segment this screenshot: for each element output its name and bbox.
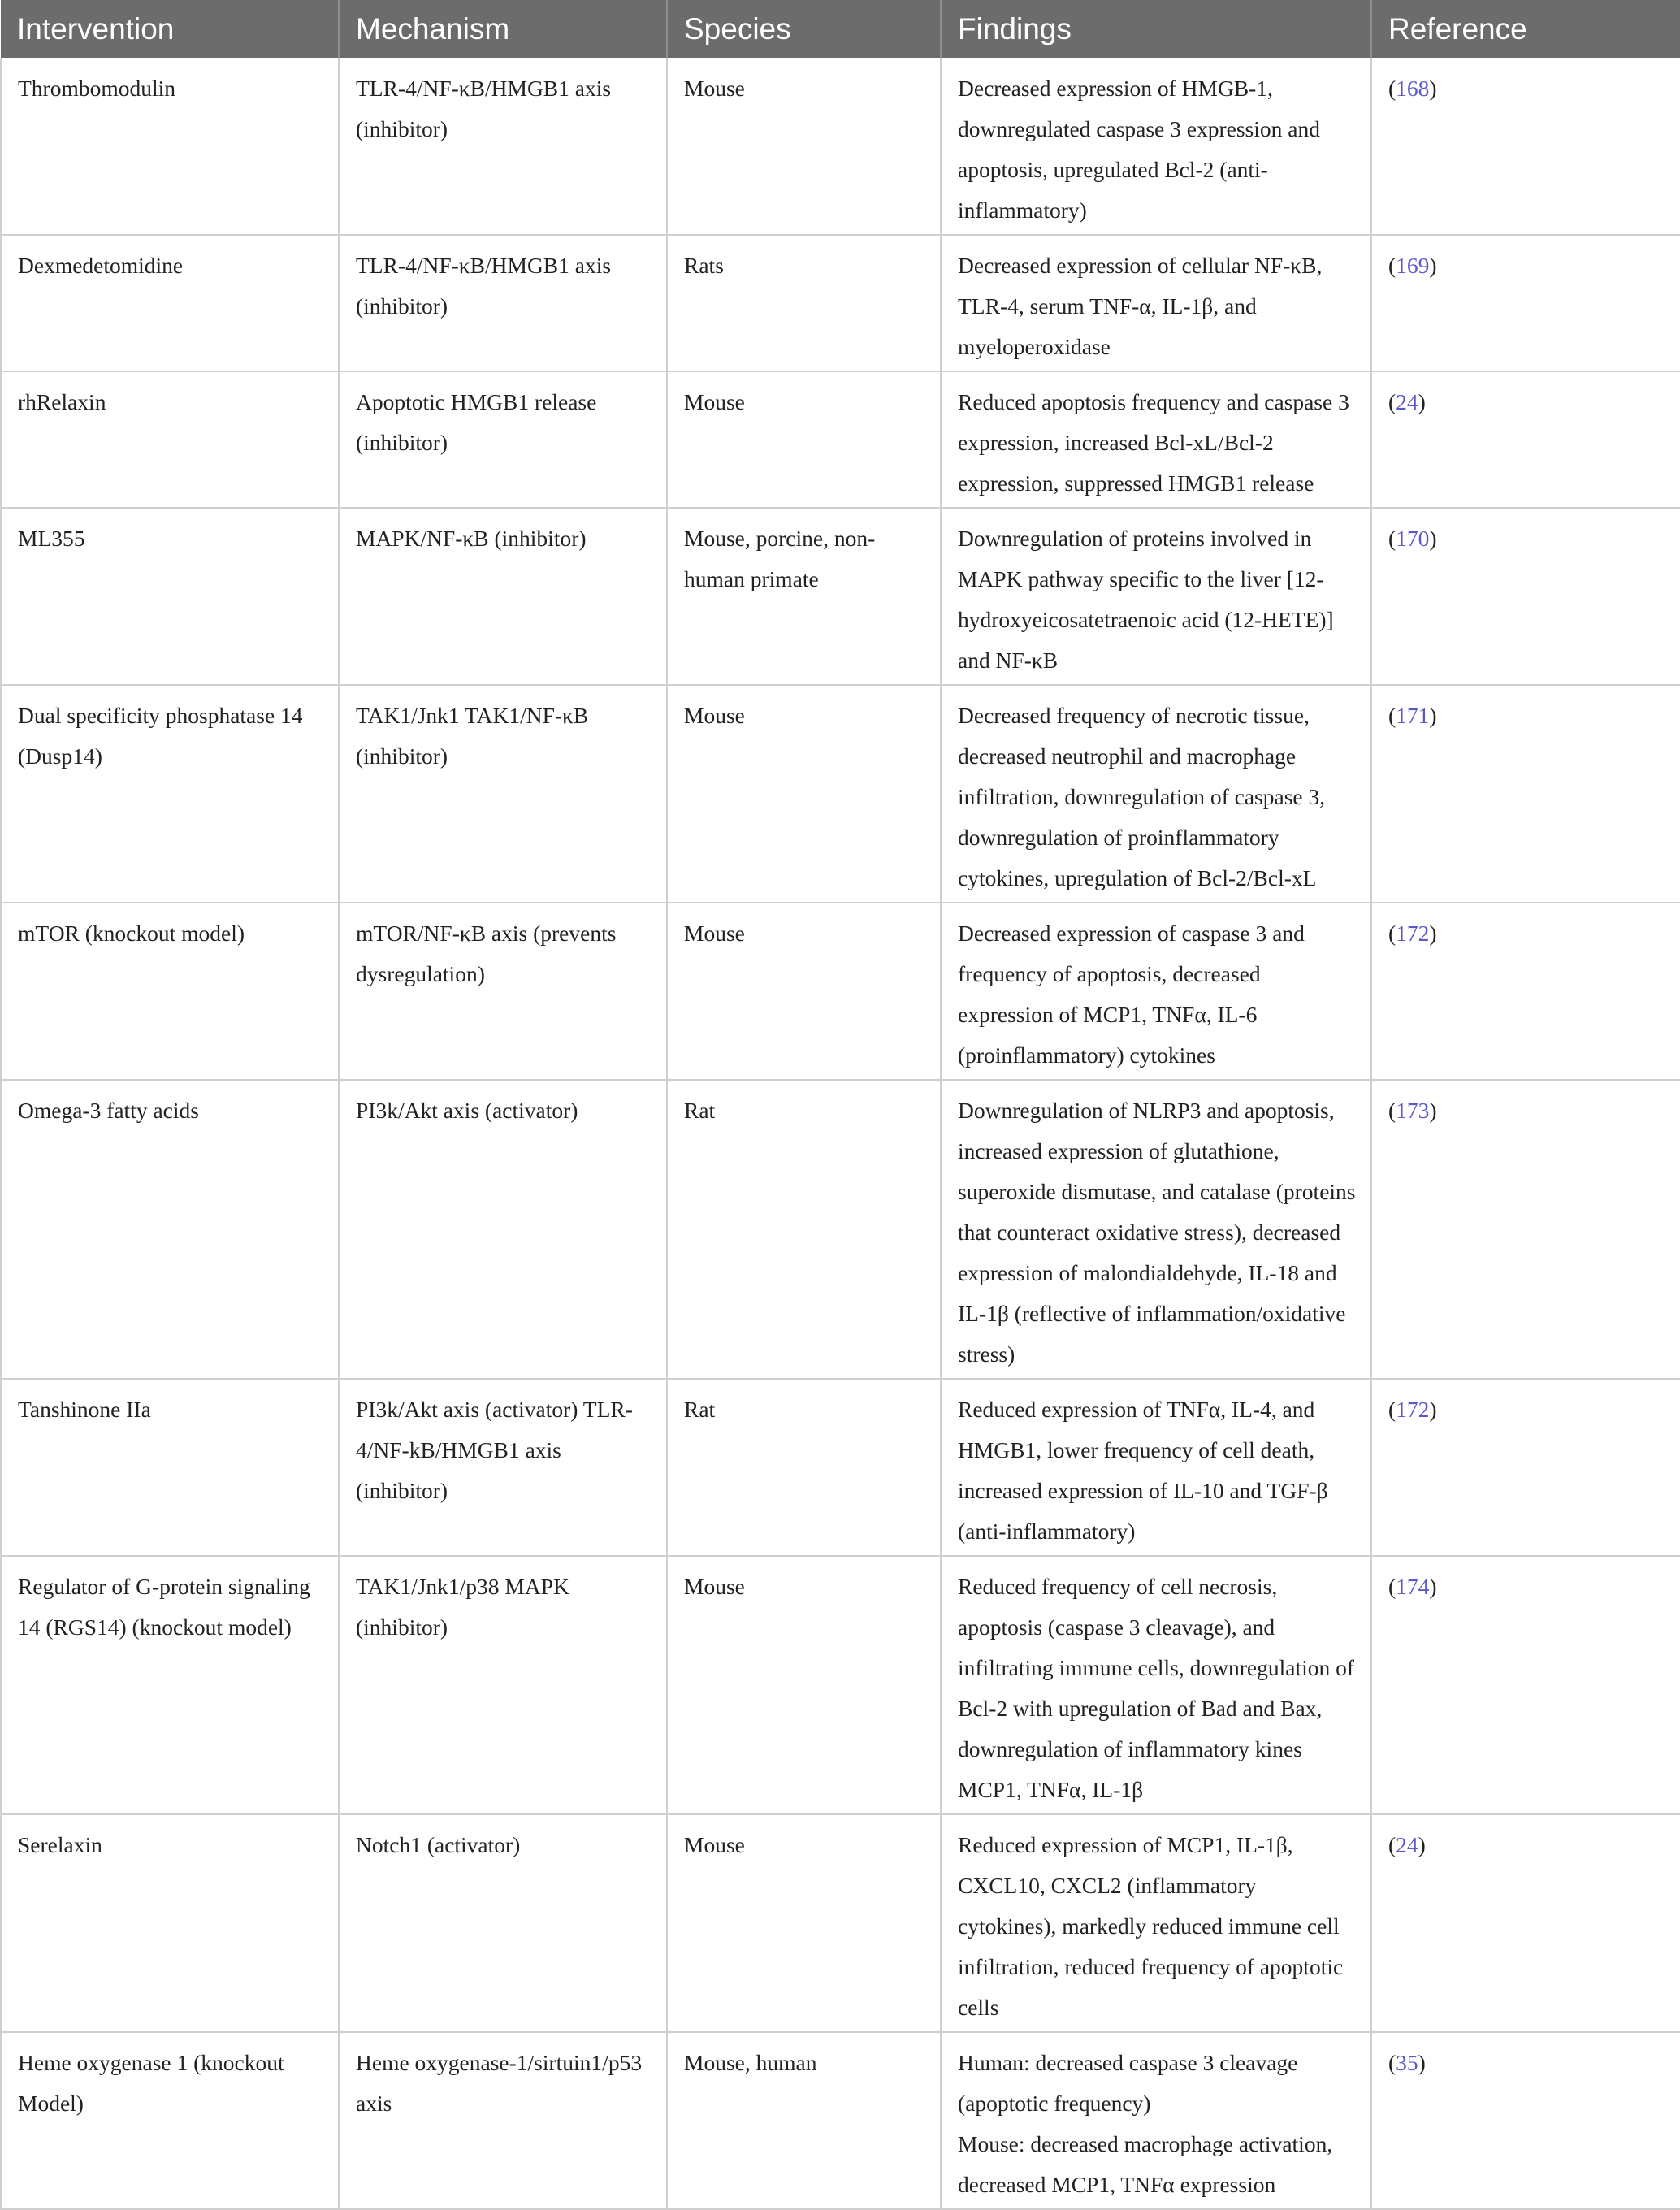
- cell-mechanism: TLR-4/NF-κB/HMGB1 axis (inhibitor): [339, 58, 667, 235]
- reference-link[interactable]: 173: [1396, 1098, 1430, 1123]
- cell-reference: (172): [1371, 1379, 1680, 1556]
- cell-reference: (170): [1371, 508, 1680, 685]
- cell-reference: (24): [1371, 1814, 1680, 2032]
- header-mechanism: Mechanism: [339, 0, 667, 58]
- cell-species: Mouse: [667, 371, 941, 508]
- table-row: [1, 508, 1680, 685]
- cell-intervention: Thrombomodulin: [1, 58, 339, 235]
- findings-line-mouse: Mouse: decreased macrophage activation, decreased MCP1, TNFα expression: [958, 2131, 1333, 2197]
- cell-reference: (173): [1371, 1080, 1680, 1379]
- table-header-row: [1, 0, 1680, 58]
- header-findings: Findings: [941, 0, 1371, 58]
- table-row: [1, 1080, 1680, 1379]
- cell-mechanism: TAK1/Jnk1 TAK1/NF-κB (inhibitor): [339, 685, 667, 903]
- cell-reference: (169): [1371, 235, 1680, 371]
- table-row: [1, 903, 1680, 1080]
- header-reference: Reference: [1371, 0, 1680, 58]
- cell-intervention: Tanshinone IIa: [1, 1379, 339, 1556]
- cell-findings: Decreased expression of cellular NF-κB, TLR-4, serum TNF-α, IL-1β, and myeloperoxidase: [941, 235, 1371, 371]
- cell-species: Mouse: [667, 685, 941, 903]
- header-species: Species: [667, 0, 941, 58]
- cell-mechanism: PI3k/Akt axis (activator) TLR-4/NF-kB/HMGB1 axis (inhibitor): [339, 1379, 667, 1556]
- cell-mechanism: Notch1 (activator): [339, 1814, 667, 2032]
- reference-link[interactable]: 174: [1396, 1574, 1430, 1599]
- table-row: [1, 685, 1680, 903]
- table-row: [1, 371, 1680, 508]
- cell-intervention: Omega-3 fatty acids: [1, 1080, 339, 1379]
- cell-mechanism: mTOR/NF-κB axis (prevents dysregulation): [339, 903, 667, 1080]
- reference-link[interactable]: 35: [1396, 2050, 1418, 2075]
- findings-line-human: Human: decreased caspase 3 cleavage (apoptotic frequency): [958, 2050, 1298, 2116]
- header-intervention: Intervention: [1, 0, 339, 58]
- cell-mechanism: TAK1/Jnk1/p38 MAPK (inhibitor): [339, 1556, 667, 1814]
- reference-link[interactable]: 169: [1396, 253, 1430, 278]
- cell-species: Mouse, human: [667, 2032, 941, 2209]
- cell-intervention: Dexmedetomidine: [1, 235, 339, 371]
- cell-intervention: Regulator of G-protein signaling 14 (RGS14) (knockout model): [1, 1556, 339, 1814]
- cell-mechanism: PI3k/Akt axis (activator): [339, 1080, 667, 1379]
- cell-species: Mouse, porcine, non-human primate: [667, 508, 941, 685]
- table-row: [1, 235, 1680, 371]
- table-row: [1, 58, 1680, 235]
- cell-intervention: mTOR (knockout model): [1, 903, 339, 1080]
- cell-findings: [941, 2032, 1371, 2209]
- cell-intervention: Serelaxin: [1, 1814, 339, 2032]
- cell-mechanism: MAPK/NF-κB (inhibitor): [339, 508, 667, 685]
- cell-intervention: ML355: [1, 508, 339, 685]
- reference-link[interactable]: 170: [1396, 526, 1430, 551]
- table-row: [1, 1556, 1680, 1814]
- cell-findings: Reduced apoptosis frequency and caspase 3 expression, increased Bcl-xL/Bcl-2 expression, suppressed HMGB1 release: [941, 371, 1371, 508]
- cell-species: Mouse: [667, 58, 941, 235]
- cell-reference: (172): [1371, 903, 1680, 1080]
- cell-species: Mouse: [667, 903, 941, 1080]
- cell-reference: (171): [1371, 685, 1680, 903]
- cell-intervention: Dual specificity phosphatase 14 (Dusp14): [1, 685, 339, 903]
- reference-link[interactable]: 171: [1396, 703, 1430, 728]
- cell-reference: (168): [1371, 58, 1680, 235]
- cell-findings: Decreased expression of HMGB-1, downregulated caspase 3 expression and apoptosis, upregulated Bcl-2 (anti-inflammatory): [941, 58, 1371, 235]
- cell-species: Mouse: [667, 1814, 941, 2032]
- table-row: [1, 1379, 1680, 1556]
- cell-species: Mouse: [667, 1556, 941, 1814]
- reference-link[interactable]: 24: [1396, 389, 1418, 414]
- cell-reference: (24): [1371, 371, 1680, 508]
- cell-findings: Decreased frequency of necrotic tissue, decreased neutrophil and macrophage infiltration, downregulation of caspase 3, downregulation of proinflammatory cytokines, upregulation of Bcl-2/Bcl-xL: [941, 685, 1371, 903]
- reference-link[interactable]: 172: [1396, 1397, 1430, 1422]
- cell-reference: (35): [1371, 2032, 1680, 2209]
- cell-mechanism: Heme oxygenase-1/sirtuin1/p53 axis: [339, 2032, 667, 2209]
- cell-findings: Downregulation of NLRP3 and apoptosis, increased expression of glutathione, superoxide dismutase, and catalase (proteins that counteract oxidative stress), decreased expression of malondialdehyde, IL-18 and IL-1β (reflective of inflammation/oxidative stress): [941, 1080, 1371, 1379]
- cell-findings: Downregulation of proteins involved in MAPK pathway specific to the liver [12-hydroxyeicosatetraenoic acid (12-HETE)] and NF-κB: [941, 508, 1371, 685]
- reference-link[interactable]: 168: [1396, 76, 1430, 101]
- cell-species: Rat: [667, 1080, 941, 1379]
- cell-findings: Reduced expression of MCP1, IL-1β, CXCL10, CXCL2 (inflammatory cytokines), markedly reduced immune cell infiltration, reduced frequency of apoptotic cells: [941, 1814, 1371, 2032]
- cell-intervention: rhRelaxin: [1, 371, 339, 508]
- cell-intervention: Heme oxygenase 1 (knockout Model): [1, 2032, 339, 2209]
- cell-species: Rat: [667, 1379, 941, 1556]
- table-row: [1, 1814, 1680, 2032]
- cell-reference: (174): [1371, 1556, 1680, 1814]
- cell-mechanism: Apoptotic HMGB1 release (inhibitor): [339, 371, 667, 508]
- reference-link[interactable]: 172: [1396, 921, 1430, 946]
- cell-mechanism: TLR-4/NF-κB/HMGB1 axis (inhibitor): [339, 235, 667, 371]
- cell-species: Rats: [667, 235, 941, 371]
- cell-findings: Reduced expression of TNFα, IL-4, and HMGB1, lower frequency of cell death, increased expression of IL-10 and TGF-β (anti-inflammatory): [941, 1379, 1371, 1556]
- table-row: [1, 2032, 1680, 2209]
- reference-link[interactable]: 24: [1396, 1832, 1418, 1857]
- cell-findings: Reduced frequency of cell necrosis, apoptosis (caspase 3 cleavage), and infiltrating immune cells, downregulation of Bcl-2 with upregulation of Bad and Bax, downregulation of inflammatory kines MCP1, TNFα, IL-1β: [941, 1556, 1371, 1814]
- cell-findings: Decreased expression of caspase 3 and frequency of apoptosis, decreased expression of MCP1, TNFα, IL-6 (proinflammatory) cytokines: [941, 903, 1371, 1080]
